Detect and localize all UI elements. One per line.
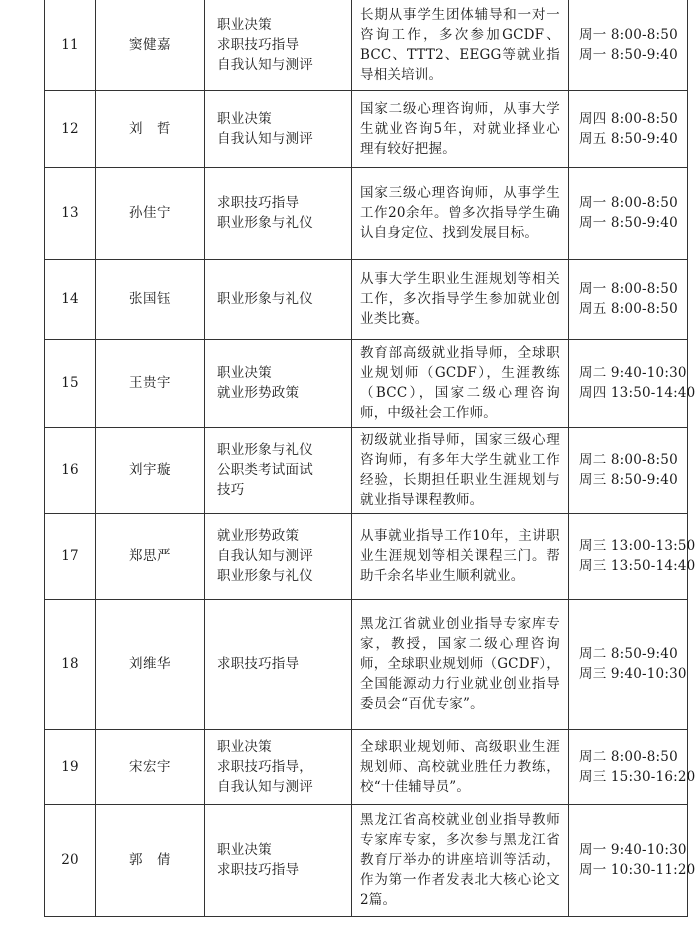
- time-slot: 周一 10:30-11:20: [579, 862, 695, 878]
- row-number: 19: [45, 729, 96, 804]
- consulting-topics: [205, 339, 352, 427]
- consulting-topics: [205, 167, 352, 259]
- time-slot: 周一 8:50-9:40: [579, 46, 678, 63]
- topic-item: 技巧: [217, 482, 245, 498]
- topic-item: 职业决策: [217, 16, 272, 33]
- time-slot: 周四 8:00-8:50: [579, 110, 678, 127]
- time-slot: 周二 8:50-9:40: [579, 646, 678, 662]
- advisor-name: 刘 哲: [96, 90, 205, 167]
- advisor-profile: 国家三级心理咨询师，从事学生工作20余年。曾多次指导学生确认自身定位、找到发展目标。: [352, 167, 569, 259]
- advisor-profile: 长期从事学生团体辅导和一对一咨询工作，多次参加GCDF、BCC、TTT2、EEGG等就业指导相关培训。: [352, 0, 569, 90]
- time-slot: 周一 8:00-8:50: [579, 195, 678, 211]
- topic-item: 公职类考试面试: [217, 462, 313, 478]
- advisor-profile: 从事大学生职业生涯规划等相关工作，多次指导学生参加就业创业类比赛。: [352, 259, 569, 339]
- consulting-times: [569, 804, 695, 916]
- time-slot: 周五 8:00-8:50: [579, 301, 678, 317]
- topic-item: 就业形势政策: [217, 528, 300, 544]
- advisor-profile: 国家二级心理咨询师，从事大学生就业咨询5年，对就业择业心理有较好把握。: [352, 90, 569, 167]
- time-slot: 周一 8:00-8:50: [579, 281, 678, 297]
- topic-item: 职业形象与礼仪: [217, 291, 313, 307]
- time-slot: 周五 8:50-9:40: [579, 130, 678, 147]
- time-slot: 周二 9:40-10:30: [579, 365, 687, 381]
- advisor-profile: 初级就业指导师，国家三级心理咨询师，有多年大学生就业工作经验，长期担任职业生涯规划与就业指导课程教师。: [352, 427, 569, 513]
- consulting-times: [569, 259, 688, 339]
- table-row: [45, 427, 688, 513]
- advisor-profile: 黑龙江省高校就业创业指导教师专家库专家，多次参与黑龙江省教育厅举办的讲座培训等活动，作为第一作者发表北大核心论文2篇。: [352, 804, 569, 916]
- row-number: 11: [45, 0, 96, 90]
- time-slot: 周二 8:00-8:50: [579, 748, 678, 765]
- consulting-topics: [205, 259, 352, 339]
- topic-item: 就业形势政策: [217, 385, 300, 401]
- topic-item: 求职技巧指导，: [217, 758, 313, 775]
- table-row: [45, 0, 688, 90]
- topic-item: 职业决策: [217, 110, 272, 127]
- consulting-times: [569, 90, 688, 167]
- time-slot: 周一 8:50-9:40: [579, 215, 678, 231]
- topic-item: 求职技巧指导: [217, 656, 300, 672]
- advisor-profile: 黑龙江省就业创业指导专家库专家，教授，国家二级心理咨询师，全球职业规划师（GCDF），全国能源动力行业就业创业指导委员会“百优专家”。: [352, 599, 569, 729]
- advisor-profile: 从事就业指导工作10年，主讲职业生涯规划等相关课程三门。帮助千余名毕业生顺利就业。: [352, 513, 569, 599]
- table-row: [45, 339, 688, 427]
- row-number: 15: [45, 339, 96, 427]
- topic-item: 自我认知与测评: [217, 778, 313, 795]
- table-row: [45, 259, 688, 339]
- time-slot: 周四 13:50-14:40: [579, 385, 695, 401]
- time-slot: 周一 8:00-8:50: [579, 26, 678, 43]
- topic-item: 自我认知与测评: [217, 548, 313, 564]
- consulting-topics: [205, 427, 352, 513]
- consulting-topics: [205, 599, 352, 729]
- time-slot: 周三 13:00-13:50: [579, 538, 695, 554]
- advisor-name: 刘宇璇: [96, 427, 205, 513]
- row-number: 13: [45, 167, 96, 259]
- topic-item: 自我认知与测评: [217, 56, 313, 73]
- row-number: 16: [45, 427, 96, 513]
- consulting-times: [569, 729, 695, 804]
- row-number: 14: [45, 259, 96, 339]
- advisor-profile: 教育部高级就业指导师，全球职业规划师（GCDF），生涯教练（BCC），国家二级心理咨询师，中级社会工作师。: [352, 339, 569, 427]
- time-slot: 周二 8:00-8:50: [579, 452, 678, 468]
- time-slot: 周三 9:40-10:30: [579, 666, 687, 682]
- topic-item: 职业决策: [217, 738, 272, 755]
- consulting-times: [569, 0, 688, 90]
- advisor-name: 窦健嘉: [96, 0, 205, 90]
- consulting-topics: [205, 513, 352, 599]
- row-number: 17: [45, 513, 96, 599]
- consulting-topics: [205, 0, 352, 90]
- table-row: [45, 599, 688, 729]
- table-row: [45, 729, 688, 804]
- topic-item: 职业决策: [217, 842, 272, 858]
- topic-item: 职业形象与礼仪: [217, 442, 313, 458]
- time-slot: 周三 8:50-9:40: [579, 472, 678, 488]
- table-row: [45, 90, 688, 167]
- consulting-times: [569, 427, 688, 513]
- advisor-name: 张国钰: [96, 259, 205, 339]
- row-number: 18: [45, 599, 96, 729]
- table-row: [45, 167, 688, 259]
- advisor-schedule-table: [44, 0, 695, 917]
- consulting-topics: [205, 729, 352, 804]
- topic-item: 职业形象与礼仪: [217, 568, 313, 584]
- consulting-topics: [205, 90, 352, 167]
- advisor-name: 郭 倩: [96, 804, 205, 916]
- topic-item: 自我认知与测评: [217, 130, 313, 147]
- time-slot: 周三 13:50-14:40: [579, 558, 695, 574]
- table-row: [45, 513, 688, 599]
- time-slot: 周三 15:30-16:20: [579, 768, 695, 785]
- advisor-name: 宋宏宇: [96, 729, 205, 804]
- advisor-name: 郑思严: [96, 513, 205, 599]
- consulting-topics: [205, 804, 352, 916]
- consulting-times: [569, 599, 688, 729]
- advisor-profile: 全球职业规划师、高级职业生涯规划师、高校就业胜任力教练，校“十佳辅导员”。: [352, 729, 569, 804]
- time-slot: 周一 9:40-10:30: [579, 842, 687, 858]
- consulting-times: [569, 513, 695, 599]
- row-number: 12: [45, 90, 96, 167]
- topic-item: 职业形象与礼仪: [217, 215, 313, 231]
- advisor-name: 王贵宇: [96, 339, 205, 427]
- advisor-name: 孙佳宁: [96, 167, 205, 259]
- consulting-times: [569, 339, 695, 427]
- topic-item: 求职技巧指导: [217, 862, 300, 878]
- topic-item: 求职技巧指导: [217, 36, 300, 53]
- topic-item: 求职技巧指导: [217, 195, 300, 211]
- table-row: [45, 804, 688, 916]
- advisor-name: 刘维华: [96, 599, 205, 729]
- topic-item: 职业决策: [217, 365, 272, 381]
- row-number: 20: [45, 804, 96, 916]
- consulting-times: [569, 167, 688, 259]
